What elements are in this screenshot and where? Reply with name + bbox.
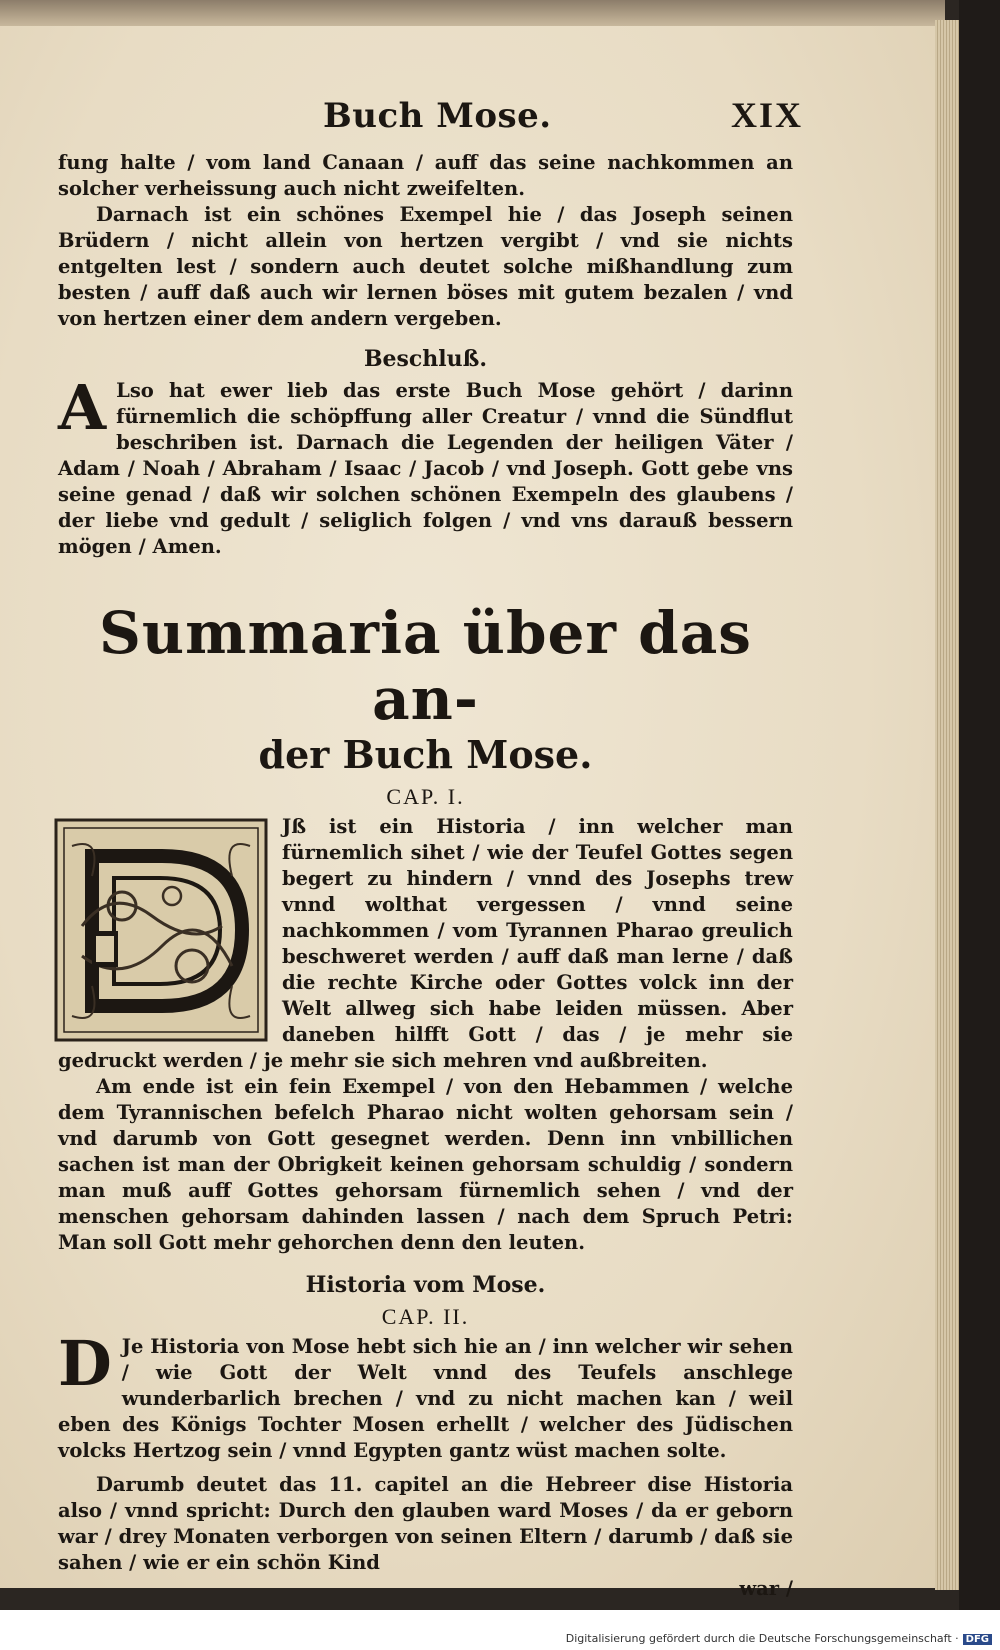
chapter-2-text: Je Historia von Mose hebt sich hie an / inn welcher wir sehen / wie Gott der Welt vnnd des Teufels anschlege wunderbarlich brechen / vnd zu nicht machen kan / weil eben des Königs Tochter Mosen erhellt / welcher des Jüdischen volcks Hertzog sein / vnnd Egypten gantz wüst machen solte. xyxy=(58,1335,793,1462)
folio-number: XIX xyxy=(730,95,803,135)
catchword: war / xyxy=(739,1577,793,1600)
credit-text: Digitalisierung gefördert durch die Deutsche Forschungsgemeinschaft · xyxy=(565,1632,959,1645)
paragraph-joseph-exempel: Darnach ist ein schönes Exempel hie / das Joseph seinen Brüdern / nicht allein von hertzen vergibt / vnd sie nichts entgelten lest / sondern auch deutet solche mißhandlung zum besten / auff daß auch wir lernen böses mit gutem bezalen / vnd von hertzen einer dem andern vergeben. xyxy=(58,203,793,330)
chapter-label-2: CAP. II. xyxy=(381,1304,470,1329)
running-head: Buch Mose. xyxy=(323,96,552,136)
page-fore-edge xyxy=(935,20,959,1590)
chapter-1-body xyxy=(58,814,793,1256)
chapter-1-paragraph-2: Am ende ist ein fein Exempel / von den Hebammen / welche dem Tyrannischen befelch Pharao nicht wolten gehorsam sein / vnd darumb von Gott gesegnet werden. Denn inn vnbillichen sachen ist man der Obrigkeit keinen gehorsam schuldig / sondern man muß auff Gottes gehorsam fürnemlich sehen / vnd der menschen gehorsam dahinden lassen / nach dem Spruch Petri: Man soll Gott mehr gehorchen denn den leuten. xyxy=(58,1075,793,1254)
paragraph-continuation: fung halte / vom land Canaan / auff das seine nachkommen an solcher verheissung auch nicht zweifelten. xyxy=(58,151,793,200)
chapter-2-paragraph xyxy=(58,1327,793,1464)
chapter-label-1: CAP. I. xyxy=(386,784,465,809)
historia-heading: Historia vom Mose. xyxy=(305,1272,546,1298)
digitization-credit xyxy=(566,1632,992,1645)
beschluss-text: Lso hat ewer lieb das erste Buch Mose gehört / darinn fürnemlich die schöpffung aller Creatur / vnnd die Sündflut beschriben ist. Darnach die Legenden der heiligen Väter / Adam / Noah / Abraham / Isaac / Jacob / vnd Joseph. Gott gebe vns seine genad / daß wir solchen schönen Exempeln des glaubens / der liebe vnd gedult / seliglich folgen / vnd vns darauß bessern mögen / Amen. xyxy=(58,379,793,558)
beschluss-paragraph xyxy=(58,371,793,560)
summaria-subtitle: der Buch Mose. xyxy=(258,732,593,777)
initial-letter-d: D xyxy=(58,1327,112,1400)
page-content xyxy=(58,92,803,1602)
ornamental-initial-d-icon xyxy=(52,816,270,1044)
chapter-1-paragraph: Jß ist ein Historia / inn welcher man fürnemlich sihet / wie der Teufel Gottes segen begert zu hindern / vnnd des Josephs trew vnnd wolthat vergessen / vnnd seine nachkommen / vom Tyrannen Pharao greulich beschweret werden / auff daß man lerne / daß die rechte Kirche oder Gottes volck inn der Welt allweg sich habe leiden müssen. Aber daneben hilfft Gott / das / je mehr sie gedruckt werden / je mehr sie sich mehren vnd außbreiten. xyxy=(58,815,793,1072)
initial-letter-a: A xyxy=(58,371,107,444)
chapter-2-paragraph-2: Darumb deutet das 11. capitel an die Hebreer dise Historia also / vnnd spricht: Durch den glauben ward Moses / da er geborn war / drey Monaten verborgen von seinen Eltern / darumb / daß sie sahen / wie er ein schön Kind xyxy=(58,1473,793,1574)
summaria-title: Summaria über das an- xyxy=(99,599,752,733)
page-header xyxy=(58,92,803,150)
beschluss-heading: Beschluß. xyxy=(363,346,488,372)
dfg-logo: DFG xyxy=(963,1634,992,1645)
scan-background xyxy=(959,0,1000,1650)
